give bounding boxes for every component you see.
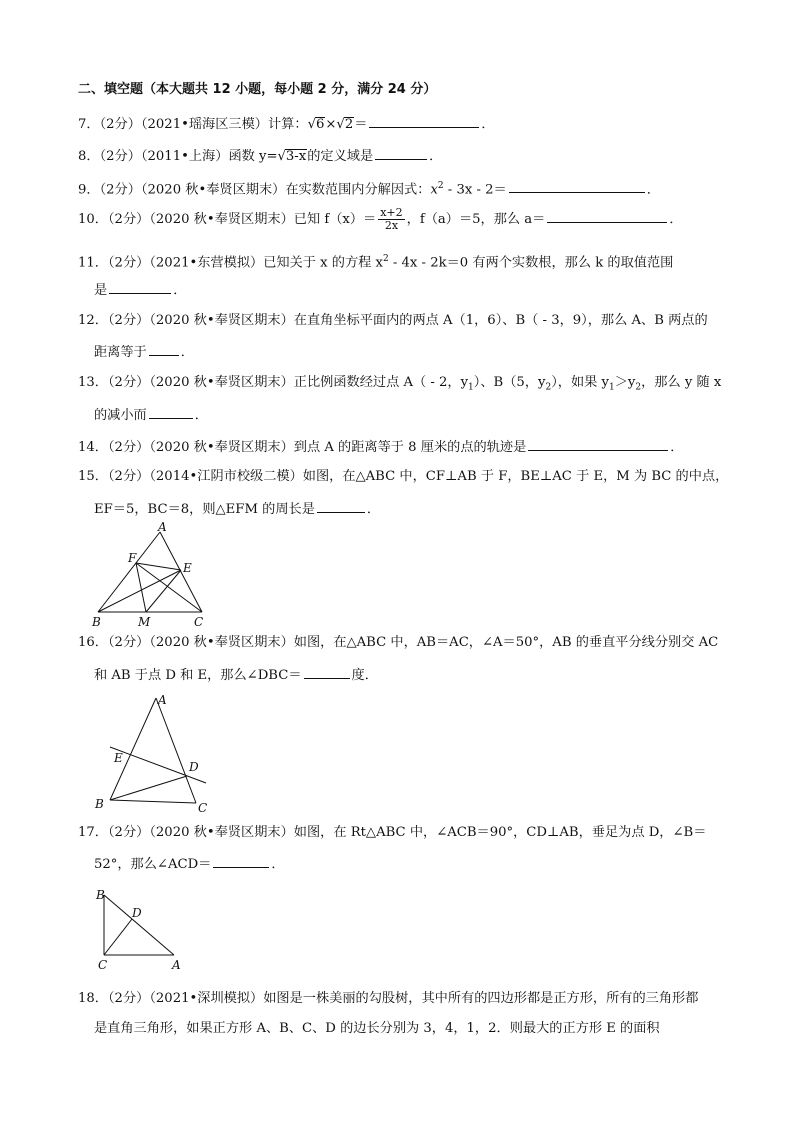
- q15-answer-blank[interactable]: [317, 498, 365, 513]
- q18-text-a: 如图是一株美丽的勾股树，其中所有的四边形都是正方形，所有的三角形都: [263, 991, 699, 1006]
- q10-number: 10．: [78, 212, 108, 227]
- q17-label-a: A: [172, 958, 181, 972]
- q10-fraction: [378, 207, 404, 232]
- q10-frac-den: 2x: [384, 219, 399, 232]
- q9-exp: 2: [437, 181, 444, 191]
- q16-label-d: D: [189, 760, 199, 774]
- q9-text: 在实数范围内分解因式：: [285, 182, 431, 198]
- q18-points: （2分）: [107, 991, 150, 1006]
- q12-answer-blank[interactable]: [149, 341, 179, 356]
- q17-points: （2分）: [107, 825, 150, 840]
- q12-end: ．: [180, 345, 194, 360]
- q15-label-b: B: [92, 615, 101, 629]
- q11-answer-blank[interactable]: [109, 279, 171, 294]
- q13-text-c: ），如果 y: [551, 375, 609, 390]
- question-15: [78, 467, 728, 487]
- q18-source: （2021•深圳模拟）: [149, 991, 264, 1006]
- q16-figure: [88, 690, 218, 815]
- q9-expr-b: - 3x - 2＝: [443, 182, 507, 198]
- q13-sub3: 1: [609, 382, 615, 393]
- q14-end: ．: [670, 440, 684, 455]
- q13-text-b: ）、B（5，y: [473, 375, 546, 390]
- q10-points: （2分）: [107, 212, 150, 227]
- question-10: [78, 207, 683, 232]
- q8-radicand: 3-x: [285, 149, 307, 164]
- q11-end: ．: [173, 283, 187, 298]
- q16-end: 度．: [351, 668, 378, 683]
- question-14: [78, 436, 683, 458]
- q14-number: 14．: [78, 440, 108, 455]
- q17-number: 17．: [78, 825, 108, 840]
- q12-source: （2020 秋•奉贤区期末）: [149, 313, 294, 328]
- q11-exp: 2: [382, 254, 389, 264]
- q7-equals: ＝: [354, 117, 368, 132]
- q13-text-a: 正比例函数经过点 A（ - 2，y: [293, 375, 469, 390]
- question-17-cont: [94, 853, 285, 875]
- question-8: 8．（2分）（2011•上海）函数 y=√3-x的定义域是 ．: [78, 145, 442, 167]
- question-13: [78, 373, 721, 398]
- q13-text-f: 的减小而: [94, 408, 147, 423]
- q13-text-d: ＞y: [614, 375, 636, 390]
- q8-end: ．: [429, 149, 443, 164]
- question-13-cont: [94, 404, 208, 426]
- question-7: 7．（2分）（2021•瑶海区三模）计算：√6×√2＝ ．: [78, 113, 495, 135]
- q10-text-a: 已知 f（x）＝: [293, 212, 377, 227]
- q8-text-a: 函数 y=: [228, 149, 278, 164]
- q16-answer-blank[interactable]: [304, 664, 350, 679]
- q11-source: （2021•东营模拟）: [149, 255, 264, 271]
- q9-answer-blank[interactable]: [509, 178, 645, 193]
- q7-source: （2021•瑶海区三模）: [140, 117, 268, 132]
- q15-source: （2014•江阴市校级二模）: [149, 469, 303, 484]
- q13-number: 13．: [78, 375, 108, 390]
- q10-frac-num: x+2: [380, 206, 403, 219]
- q7-radicand-2: 2: [344, 117, 354, 132]
- q7-points: （2分）: [99, 117, 141, 132]
- q15-end: ．: [366, 502, 381, 517]
- q11-number: 11．: [78, 255, 108, 271]
- q15-label-c: C: [194, 615, 204, 629]
- q7-end: ．: [481, 117, 495, 132]
- q15-label-a: A: [158, 520, 167, 534]
- q11-text-b: - 4x - 2k＝0 有两个实数根，那么 k 的取值范围: [388, 255, 674, 271]
- q14-source: （2020 秋•奉贤区期末）: [149, 440, 294, 455]
- q17-figure: [90, 883, 200, 973]
- section-title: 二、填空题（本大题共 12 小题，每小题 2 分，满分 24 分）: [78, 82, 437, 97]
- q16-points: （2分）: [107, 635, 150, 650]
- q16-label-b: B: [95, 797, 104, 811]
- question-12-cont: [94, 341, 194, 363]
- q11-text-c: 是: [94, 283, 108, 298]
- q7-number: 7．: [78, 117, 100, 132]
- question-18: [78, 989, 698, 1009]
- q9-points: （2分）: [99, 182, 141, 198]
- q9-expr-a: x: [430, 182, 438, 198]
- q16-label-c: C: [198, 801, 208, 815]
- q8-source: （2011•上海）: [140, 149, 229, 164]
- q10-source: （2020 秋•奉贤区期末）: [149, 212, 294, 227]
- q15-text-b: EF＝5，BC＝8，则△EFM 的周长是: [94, 502, 315, 517]
- q13-sub4: 2: [635, 382, 642, 393]
- q13-answer-blank[interactable]: [149, 404, 193, 419]
- q9-source: （2020 秋•奉贤区期末）: [140, 182, 286, 198]
- q15-label-e: E: [183, 561, 192, 575]
- q16-number: 16．: [78, 635, 108, 650]
- q16-text-a: 如图，在△ABC 中，AB＝AC，∠A＝50°，AB 的垂直平分线分别交 AC: [293, 635, 719, 650]
- question-12: [78, 311, 708, 331]
- q15-points: （2分）: [107, 469, 150, 484]
- q16-label-a: A: [158, 693, 167, 707]
- question-17: [78, 823, 706, 843]
- question-11: [78, 249, 673, 273]
- question-9: [78, 176, 660, 200]
- q10-end: ．: [669, 212, 683, 227]
- question-15-cont: [94, 498, 380, 520]
- q17-label-d: D: [132, 906, 142, 920]
- q7-radicand-1: 6: [315, 117, 325, 132]
- q8-text-b: 的定义域是: [307, 149, 374, 164]
- q12-number: 12．: [78, 313, 108, 328]
- q16-text-b: 和 AB 于点 D 和 E，那么∠DBC＝: [94, 668, 302, 683]
- q17-end: ．: [271, 857, 285, 872]
- question-18-cont: [94, 1019, 660, 1039]
- q17-text-a: 如图，在 Rt△ABC 中，∠ACB＝90°，CD⊥AB，垂足为点 D，∠B＝: [293, 825, 707, 840]
- q12-text-a: 在直角坐标平面内的两点 A（1，6）、B（ - 3，9），那么 A、B 两点的: [293, 313, 708, 328]
- q12-text-b: 距离等于: [94, 345, 147, 360]
- q12-points: （2分）: [107, 313, 150, 328]
- q13-points: （2分）: [107, 375, 150, 390]
- q8-points: （2分）: [99, 149, 141, 164]
- q15-text-a: 如图，在△ABC 中，CF⊥AB 于 F，BE⊥AC 于 E，M 为 BC 的中点，: [302, 469, 729, 484]
- q13-source: （2020 秋•奉贤区期末）: [149, 375, 294, 390]
- q17-answer-blank[interactable]: [213, 853, 269, 868]
- q17-text-b: 52°，那么∠ACD＝: [94, 857, 212, 872]
- q15-number: 15．: [78, 469, 108, 484]
- q18-number: 18．: [78, 991, 108, 1006]
- q10-text-b: ，f（a）＝5，那么 a＝: [406, 212, 546, 227]
- q15-label-m: M: [138, 615, 151, 629]
- q13-sub2: 2: [545, 382, 552, 393]
- q15-label-f: F: [128, 551, 137, 565]
- q15-figure: [88, 520, 218, 630]
- q9-number: 9．: [78, 182, 100, 198]
- q9-end: ．: [646, 182, 660, 198]
- q7-text: 计算：: [268, 117, 308, 132]
- q14-points: （2分）: [107, 440, 150, 455]
- q10-answer-blank[interactable]: [547, 208, 667, 223]
- question-16: [78, 633, 718, 653]
- q7-times: ×: [325, 117, 337, 132]
- q7-answer-blank[interactable]: [369, 113, 479, 128]
- q17-label-c: C: [98, 958, 108, 972]
- q8-answer-blank[interactable]: [375, 145, 427, 160]
- q14-text-a: 到点 A 的距离等于 8 厘米的点的轨迹是: [293, 440, 527, 455]
- question-16-cont: [94, 664, 378, 686]
- q16-source: （2020 秋•奉贤区期末）: [149, 635, 294, 650]
- q11-points: （2分）: [107, 255, 150, 271]
- q11-text-a: 已知关于 x 的方程 x: [263, 255, 383, 271]
- q14-answer-blank[interactable]: [528, 436, 668, 451]
- q17-source: （2020 秋•奉贤区期末）: [149, 825, 294, 840]
- question-11-cont: [94, 279, 186, 301]
- q13-sub1: 1: [468, 382, 474, 393]
- q8-number: 8．: [78, 149, 100, 164]
- q13-end: ．: [194, 408, 208, 423]
- q13-text-e: ，那么 y 随 x: [641, 375, 722, 390]
- q18-text-b: 是直角三角形，如果正方形 A、B、C、D 的边长分别为 3，4，1，2．则最大的正方形 E 的面积: [94, 1021, 660, 1036]
- q17-label-b: B: [96, 888, 105, 902]
- q16-label-e: E: [114, 751, 123, 765]
